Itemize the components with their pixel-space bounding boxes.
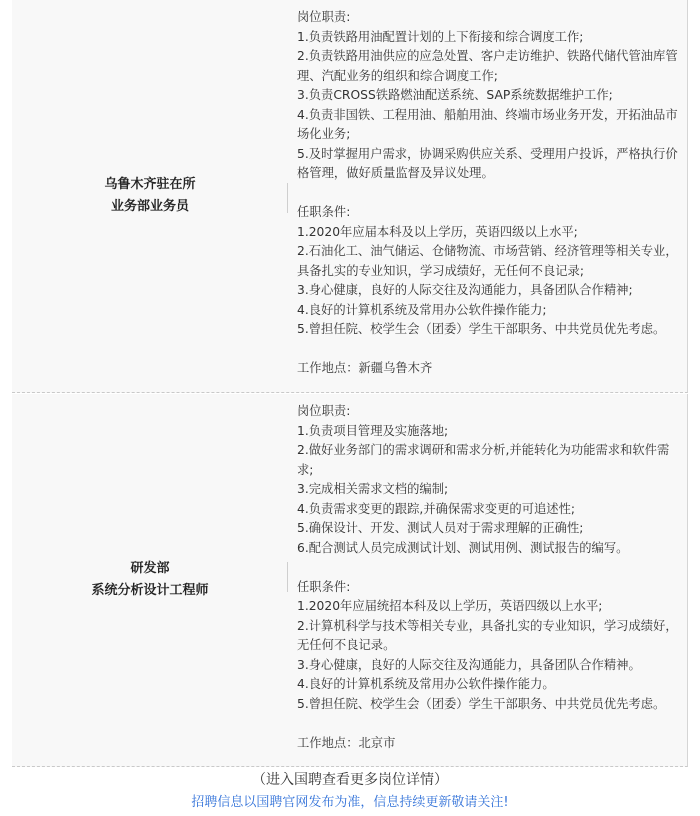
- job-title-cell: [12, 394, 288, 766]
- job-detail-cell: [297, 402, 682, 753]
- requirement-item: 3.身心健康，良好的人际交往及沟通能力，具备团队合作精神。: [297, 657, 641, 672]
- job-title-cell: [12, 0, 288, 392]
- duty-item: 3.完成相关需求文档的编制;: [297, 482, 449, 496]
- duty-item: 3.负责CROSS铁路燃油配送系统、SAP系统数据维护工作;: [297, 88, 613, 102]
- job-department: 乌鲁木齐驻在所: [104, 177, 196, 192]
- job-department: 研发部: [130, 561, 170, 576]
- job-table: [12, 0, 688, 767]
- requirement-item: 5.曾担任院、校学生会（团委）学生干部职务、中共党员优先考虑。: [297, 322, 666, 336]
- requirement-item: 3.身心健康，良好的人际交往及沟通能力，具备团队合作精神;: [297, 283, 633, 297]
- work-location: 工作地点：北京市: [297, 735, 396, 750]
- duty-item: 2.做好业务部门的需求调研和需求分析,并能转化为功能需求和软件需求;: [297, 443, 670, 477]
- duty-item: 1.负责项目管理及实施落地;: [297, 423, 449, 438]
- duties-heading: 岗位职责:: [297, 404, 351, 418]
- duty-item: 4.负责需求变更的跟踪,并确保需求变更的可追述性;: [297, 501, 576, 516]
- duty-item: 5.确保设计、开发、测试人员对于需求理解的正确性;: [297, 521, 584, 535]
- requirement-item: 4.良好的计算机系统及常用办公软件操作能力;: [297, 302, 547, 317]
- duty-item: 6.配合测试人员完成测试计划、测试用例、测试报告的编写。: [297, 540, 629, 555]
- requirement-item: 5.曾担任院、校学生会（团委）学生干部职务、中共党员优先考虑。: [297, 696, 666, 711]
- requirement-item: 2.计算机科学与技术等相关专业，具备扎实的专业知识，学习成绩好，无任何不良记录。: [297, 618, 678, 652]
- job-position: 系统分析设计工程师: [91, 583, 209, 598]
- requirements-heading: 任职条件:: [297, 205, 351, 219]
- job-position: 业务部业务员: [110, 199, 189, 214]
- cell-divider: [287, 562, 288, 592]
- work-location: 工作地点：新疆乌鲁木齐: [297, 361, 433, 375]
- requirement-item: 1.2020年应届统招本科及以上学历，英语四级以上水平;: [297, 599, 603, 613]
- job-row: [12, 0, 688, 393]
- duties-heading: 岗位职责:: [297, 10, 351, 24]
- cell-divider: [287, 183, 288, 213]
- duty-item: 4.负责非国铁、工程用油、船舶用油、终端市场业务开发，开拓油品市场化业务;: [297, 107, 678, 141]
- duty-item: 5.及时掌握用户需求，协调采购供应关系、受理用户投诉，严格执行价格管理，做好质量监督及异议处理。: [297, 146, 678, 180]
- job-detail-cell: [297, 8, 682, 379]
- requirement-item: 4.良好的计算机系统及常用办公软件操作能力。: [297, 677, 555, 691]
- recruitment-notice: 招聘信息以国聘官网发布为准，信息持续更新敬请关注!: [191, 795, 509, 810]
- duty-item: 2.负责铁路用油供应的应急处置、客户走访维护、铁路代储代管油库管理、汽配业务的组织和综合调度工作;: [297, 49, 678, 83]
- duty-item: 1.负责铁路用油配置计划的上下衔接和综合调度工作;: [297, 29, 584, 44]
- job-row: [12, 394, 688, 767]
- requirement-item: 1.2020年应届本科及以上学历，英语四级以上水平;: [297, 224, 578, 239]
- requirements-heading: 任职条件:: [297, 579, 351, 594]
- requirement-item: 2.石油化工、油气储运、仓储物流、市场营销、经济管理等相关专业，具备扎实的专业知识，学习成绩好，无任何不良记录;: [297, 244, 678, 278]
- more-jobs-link[interactable]: （进入国聘查看更多岗位详情）: [252, 772, 448, 788]
